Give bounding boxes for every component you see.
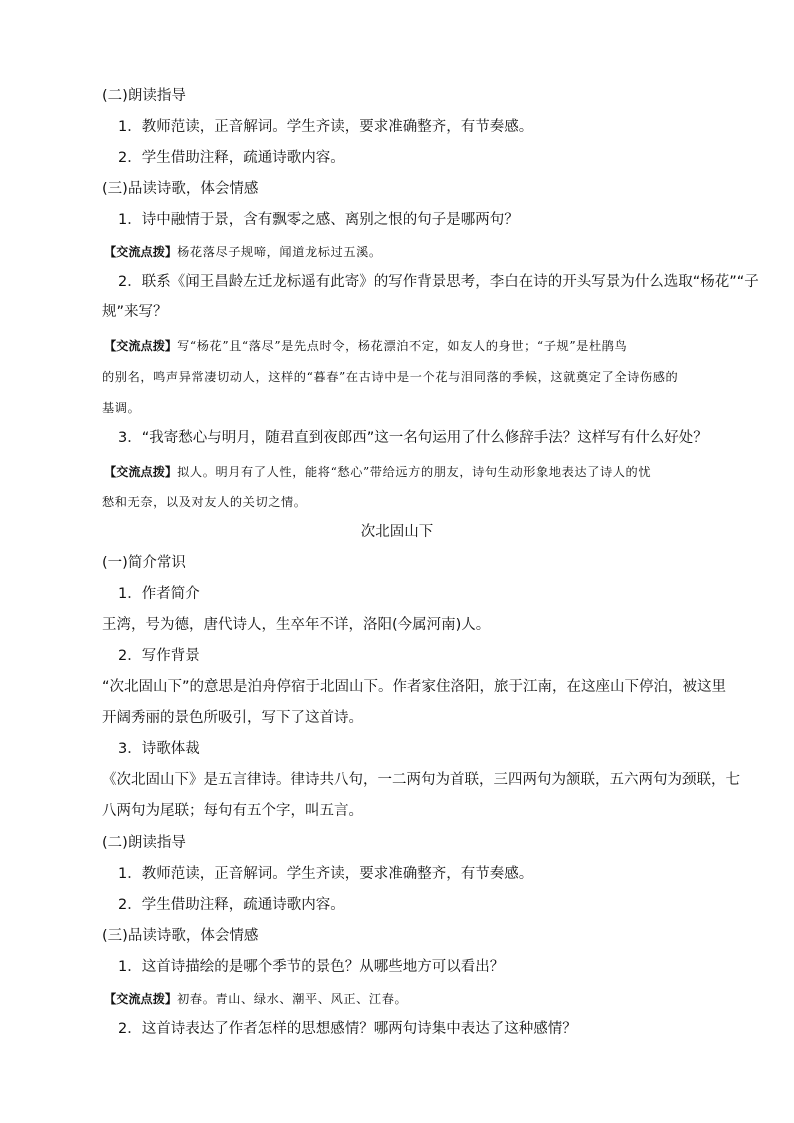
answer-label: 【交流点拨】	[104, 992, 178, 1006]
question: 3．“我寄愁心与明月，随君直到夜郎西”这一名句运用了什么修辞手法？这样写有什么好处？	[118, 430, 708, 446]
answer-hint	[104, 242, 382, 262]
paragraph: 《次北固山下》是五言律诗。律诗共八句，一二两句为首联，三四两句为颔联，五六两句为颈联，七	[102, 772, 740, 788]
question: 1．这首诗描绘的是哪个季节的景色？从哪些地方可以看出？	[118, 959, 505, 975]
answer-text: 基调。	[102, 401, 141, 415]
poem-title: 次北固山下	[360, 524, 434, 540]
question: 1．诗中融情于景，含有飘零之感、离别之恨的句子是哪两句？	[118, 212, 519, 228]
answer-label: 【交流点拨】	[104, 245, 178, 259]
subheading: 2．写作背景	[118, 648, 200, 664]
subheading: 3．诗歌体裁	[118, 741, 200, 757]
paragraph: 王湾，号为德，唐代诗人，生卒年不详，洛阳(今属河南)人。	[102, 617, 491, 633]
answer-text: 写“杨花”且“落尽”是先点时令，杨花漂泊不定，如友人的身世；“子规”是杜鹃鸟	[177, 339, 628, 353]
list-item: 1．教师范读，正音解词。学生齐读，要求准确整齐，有节奏感。	[118, 866, 534, 882]
section-heading: (三)品读诗歌，体会情感	[102, 181, 259, 197]
question: 2．联系《闻王昌龄左迁龙标遥有此寄》的写作背景思考，李白在诗的开头写景为什么选取“杨花”“子	[118, 274, 759, 290]
answer-text: 愁和无奈，以及对友人的关切之情。	[102, 495, 307, 509]
section-heading: (二)朗读指导	[102, 88, 186, 104]
question-continued: 规”来写？	[102, 304, 168, 320]
answer-text: 的别名，鸣声异常凄切动人，这样的“暮春”在古诗中是一个花与泪同落的季候，这就奠定了全诗伤感的	[102, 370, 679, 384]
answer-hint	[104, 462, 651, 482]
answer-text: 拟人。明月有了人性，能将“愁心”带给远方的朋友，诗句生动形象地表达了诗人的忧	[177, 465, 652, 479]
question: 2．这首诗表达了作者怎样的思想感情？哪两句诗集中表达了这种感情？	[118, 1021, 577, 1037]
subheading: 1．作者简介	[118, 586, 200, 602]
list-item: 2．学生借助注释，疏通诗歌内容。	[118, 150, 345, 166]
list-item: 1．教师范读，正音解词。学生齐读，要求准确整齐，有节奏感。	[118, 119, 534, 135]
answer-text: 杨花落尽子规啼，闻道龙标过五溪。	[177, 245, 382, 259]
answer-hint	[104, 336, 627, 356]
paragraph: 开阔秀丽的景色所吸引，写下了这首诗。	[102, 710, 363, 726]
section-heading: (二)朗读指导	[102, 835, 186, 851]
section-heading: (一)简介常识	[102, 555, 186, 571]
section-heading: (三)品读诗歌，体会情感	[102, 928, 259, 944]
list-item: 2．学生借助注释，疏通诗歌内容。	[118, 897, 345, 913]
paragraph: 八两句为尾联；每句有五个字，叫五言。	[102, 803, 363, 819]
answer-hint	[104, 989, 407, 1009]
answer-label: 【交流点拨】	[104, 465, 178, 479]
answer-label: 【交流点拨】	[104, 339, 178, 353]
answer-text: 初春。青山、绿水、潮平、风正、江春。	[177, 992, 408, 1006]
paragraph: “次北固山下”的意思是泊舟停宿于北固山下。作者家住洛阳，旅于江南，在这座山下停泊，被这里	[102, 679, 727, 695]
